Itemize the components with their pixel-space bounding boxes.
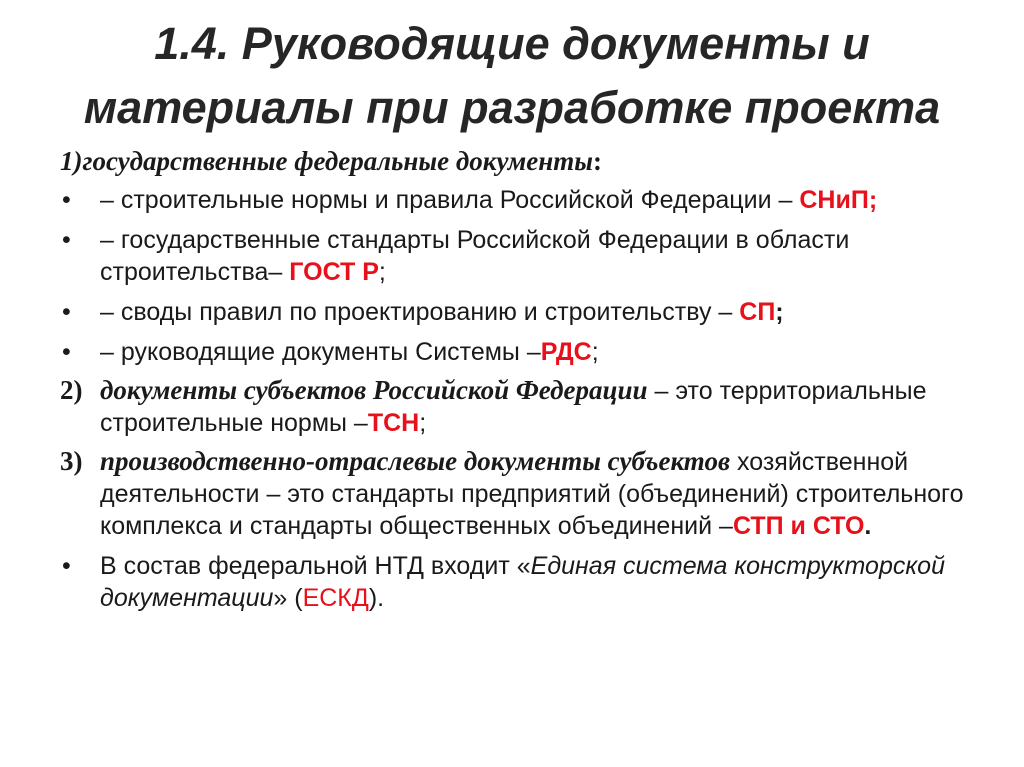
section-2: 2) документы субъектов Российской Федерации – это территориальные строительные нормы –ТСН;	[60, 375, 927, 437]
list-item: • – руководящие документы Системы –РДС;	[62, 338, 599, 366]
section-3: 3) производственно-отраслевые документы субъектов хозяйственной деятельности – это стандарты предприятий (объединений) строительного комплекса и стандарты общественных объединений –СТП и СТО.	[60, 446, 964, 540]
section-3-heading: производственно-отраслевые документы субъектов	[100, 446, 731, 476]
section-2-number: 2)	[60, 375, 83, 405]
list-item: • – своды правил по проектированию и строительству – СП;	[62, 298, 784, 326]
section-2-heading: документы субъектов Российской Федерации	[100, 375, 648, 405]
bullet-icon: •	[62, 338, 71, 366]
bullet-icon: •	[62, 298, 71, 326]
bullet-icon: •	[62, 226, 71, 254]
section-1-heading: 1)государственные федеральные документы:	[60, 146, 602, 176]
bullet-icon: •	[62, 552, 71, 580]
slide-title-line-2: материалы при разработке проекта	[83, 82, 941, 133]
slide-title	[60, 12, 964, 140]
bullet-icon: •	[62, 186, 71, 214]
slide-title-line-1: 1.4. Руководящие документы и	[154, 18, 870, 69]
list-item: • В состав федеральной НТД входит «Единая система конструкторской документации» (ЕСКД).	[62, 552, 945, 612]
slide-content	[60, 145, 980, 614]
list-item: • – государственные стандарты Российской Федерации в области строительства– ГОСТ Р;	[62, 226, 850, 286]
section-3-number: 3)	[60, 446, 83, 476]
list-item: • – строительные нормы и правила Российской Федерации – СНиП;	[62, 186, 878, 214]
